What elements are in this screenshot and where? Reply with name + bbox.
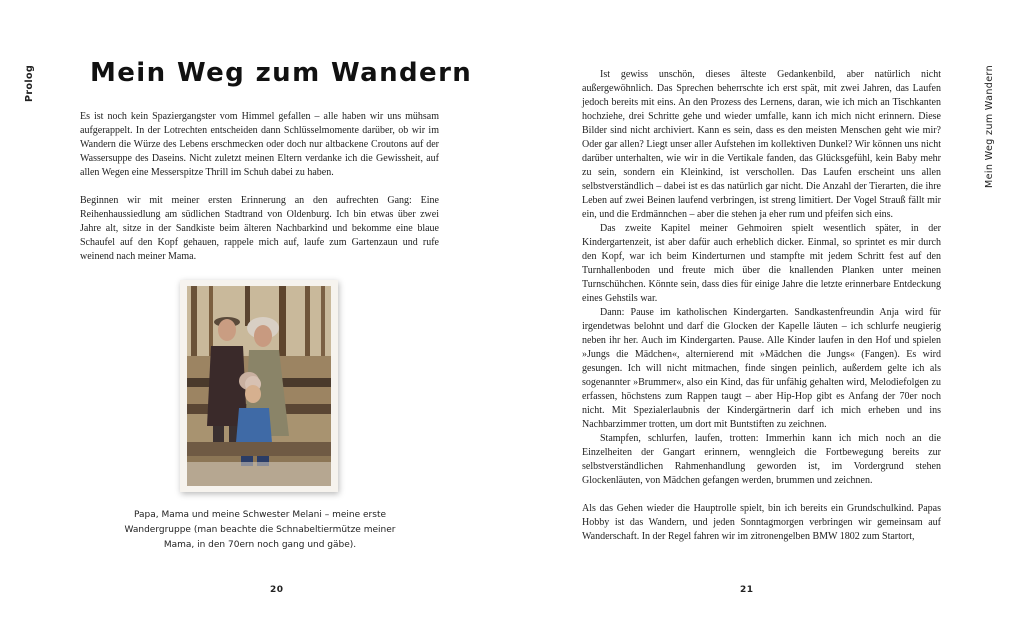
chapter-title: Mein Weg zum Wandern xyxy=(90,58,473,88)
paragraph: Als das Gehen wieder die Hauptrolle spielt, bin ich bereits ein Grundschulkind. Papas Hobby ist das Wandern, und jeden Sonntagmorgen verbringen wir gemeinsam auf Wanderschaft. In der Regel fahren wir im zitronengelben BMW 1802 zum Startort, xyxy=(582,503,941,542)
family-photo xyxy=(180,280,338,492)
photo-image xyxy=(187,286,331,486)
paragraph: Dann: Pause im katholischen Kindergarten. Sandkastenfreundin Anja wird für irgendetwas belohnt und darf die Glocken der Kapelle läuten – ich schlurfe neugierig neben ihr her. Auch im Kindergarten. Pause. Alle Kinder laufen in den Hof und spielen »Jungs die Mädchen«, alternierend mit »Mädchen die Jungs« (Fangen). Es wird gesungen. Ich will nicht mitmachen, finde singen peinlich, außerdem gelte ich als sogenannter »Brummer«, also ein Kind, das für unfähig gehalten wird, Melodiefolgen zu erfassen, höchstens zum Rappen taugt – aber Hip-Hop gibt es Anfang der 70er noch nicht. Mit Spezialerlaubnis der Kindergärtnerin darf ich mich erheben und ins Nachbarzimmer trotten, um dort mit Buntstiften zu zeichnen. xyxy=(582,307,941,430)
paragraph: Ist gewiss unschön, dieses älteste Gedankenbild, aber natürlich nicht außergewöhnlich. Das Sprechen beherrschte ich erst spät, mit zwei Jahren, das Laufen jedoch bereits mit eins. An den Prozess des Lernens, daran, wie ich mich an Tischkanten hochziehe, drei Schritte gehe und wieder umfalle, kann ich mich nicht erinnern. Diese Bilder sind nicht archiviert. Kann es sein, dass es den meisten Menschen geht wie mir? Oder gar allen? Liegt unser aller Aufstehen im kollektiven Dunkel? Wir können uns nicht darüber unterhalten, wie wir in die Vertikale fanden, das Glücksgefühl, kein Baby mehr zu sein, sondern ein Kleinkind, ist verschollen. Das Laufen erscheint uns allen selbstverständlich – dabei ist es das natürlich gar nicht. Die Anzahl der Tierarten, die ihre Leben auf zwei Beinen laufend verbringen, ist streng limitiert. Der Vogel Strauß fällt mir ein, und die Erdmännchen – aber die stehen ja eher rum und pfeifen sich eins. xyxy=(582,69,941,220)
paragraph: Beginnen wir mit meiner ersten Erinnerung an den aufrechten Gang: Eine Reihenhaussiedlung am südlichen Stadtrand von Oldenburg. Ich bin etwas über zwei Jahre alt, sitze in der Sandkiste beim älteren Nachbarkind und bekomme eine blaue Schaufel auf den Kopf gehauen, rappele mich auf, laufe zum Gartenzaun und rufe weinend nach meiner Mama. xyxy=(80,195,439,262)
paragraph: Stampfen, schlurfen, laufen, trotten: Immerhin kann ich mich noch an die Einzelheiten der Gangart erinnern, wenngleich die Fortbewegung bereits zur selbstverständlichen Rahmenhandlung geworden ist, im Vordergrund stehen Glockenläuten, von Mädchen gefangen werden, brummen und zeichnen. xyxy=(582,433,941,486)
page-number-left: 20 xyxy=(270,585,284,595)
photo-caption: Papa, Mama und meine Schwester Melani – meine erste Wandergruppe (man beachte die Schnabeltiermütze meiner Mama, in den 70ern noch gang und gäbe). xyxy=(124,510,396,550)
page-number-right: 21 xyxy=(740,585,754,595)
paragraph: Das zweite Kapitel meiner Gehmoiren spielt wesentlich später, in der Kindergartenzeit, ist aber dafür auch erheblich dicker. Einmal, so sprintet es mir durch den Kopf, war ich beim Kinderturnen und stampfte mit jedem Schritt fest auf den Turnhallenboden und freute mich über die knallenden Planken unter meinen Turnschühchen. Könnte sein, dass dies für einige Jahre die letzte erinnerbare Entdeckung eines Gehstils war. xyxy=(582,223,941,304)
paragraph: Es ist noch kein Spaziergangster vom Himmel gefallen – alle haben wir uns mühsam aufgerappelt. In der Lotrechten entscheiden dann Schlüsselmomente darüber, ob wir im Wandern die Würze des Lebens erschmecken oder doch nur altbackene Croutons auf der Wassersuppe des Daseins. Nicht zuletzt meinen Eltern verdanke ich die Gewissheit, auf allen Wegen eine Messerspitze Thrill im Schuh dabei zu haben. xyxy=(80,111,439,178)
left-body-text xyxy=(80,110,439,264)
right-body-text xyxy=(582,68,941,544)
left-running-head: Prolog xyxy=(24,64,35,102)
right-running-head: Mein Weg zum Wandern xyxy=(984,65,995,188)
